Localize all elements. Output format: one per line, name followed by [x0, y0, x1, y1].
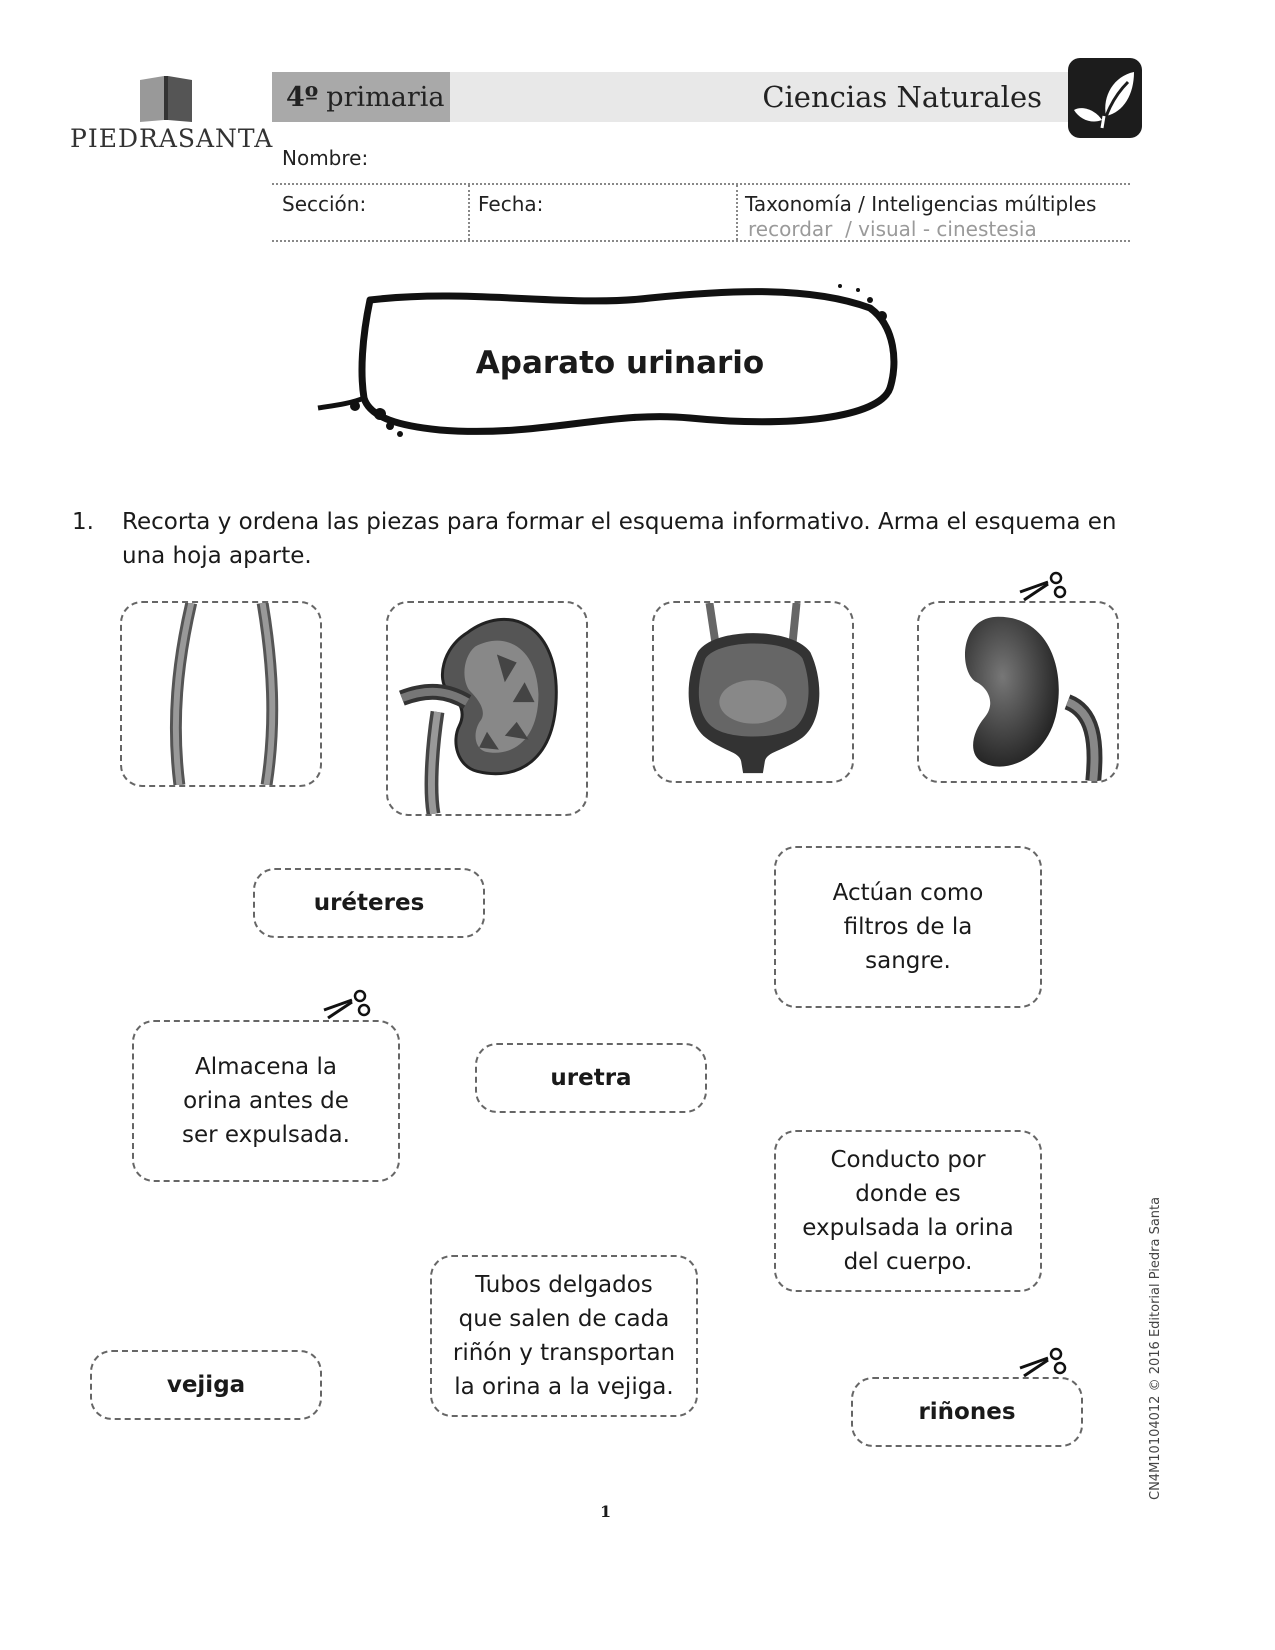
- card-vejiga[interactable]: vejiga: [90, 1350, 322, 1420]
- grade-label: primaria: [326, 81, 445, 113]
- card-vejiga-desc[interactable]: Almacena la orina antes de ser expulsada.: [132, 1020, 400, 1182]
- card-uretra[interactable]: uretra: [475, 1043, 707, 1113]
- divider-top: [272, 183, 1130, 185]
- card-kidney-section-image[interactable]: [386, 601, 588, 816]
- scissors-icon: [1018, 1346, 1068, 1378]
- card-ureteres-desc[interactable]: Tubos delgados que salen de cada riñón y transportan la orina a la vejiga.: [430, 1255, 698, 1417]
- card-ureteres[interactable]: uréteres: [253, 868, 485, 938]
- divider-bottom: [272, 240, 1130, 242]
- subject-bar: [450, 72, 1070, 122]
- exercise-text: Recorta y ordena las piezas para formar el esquema informativo. Arma el esquema en una hoja aparte.: [122, 509, 1117, 569]
- taxonomia-label: Taxonomía / Inteligencias múltiples: [745, 192, 1097, 216]
- logo-text: PIEDRASANTA: [70, 124, 274, 153]
- subject-title: Ciencias Naturales: [762, 80, 1042, 114]
- scissors-icon: [322, 988, 372, 1020]
- copyright-vertical: CN4M10104012 © 2016 Editorial Piedra Santa: [1148, 1196, 1163, 1500]
- grade-box: [272, 72, 450, 122]
- subject-badge: [1068, 58, 1142, 138]
- card-rinones-desc[interactable]: Actúan como filtros de la sangre.: [774, 846, 1042, 1008]
- card-uretra-desc[interactable]: Conducto por donde es expulsada la orina del cuerpo.: [774, 1130, 1042, 1292]
- ureters-illustration: [122, 602, 320, 786]
- grade-number: 4º: [286, 81, 319, 113]
- kidney-cross-section-illustration: [388, 602, 586, 815]
- logo: [70, 70, 274, 160]
- kidney-illustration: [919, 602, 1117, 782]
- page-number: 1: [600, 1502, 612, 1521]
- taxonomia-values: recordar / visual - cinestesia: [748, 217, 1037, 241]
- card-bladder-image[interactable]: [652, 601, 854, 783]
- scissors-icon: [1018, 570, 1068, 602]
- leaf-icon: [1068, 58, 1142, 138]
- divider-v1: [468, 185, 470, 240]
- exercise-number: 1.: [72, 509, 94, 535]
- divider-v2: [736, 185, 738, 240]
- card-kidney-image[interactable]: [917, 601, 1119, 783]
- page-title: Aparato urinario: [475, 345, 765, 381]
- bladder-illustration: [654, 602, 852, 782]
- card-ureters-image[interactable]: [120, 601, 322, 787]
- seccion-label: Sección:: [282, 192, 367, 216]
- card-rinones[interactable]: riñones: [851, 1377, 1083, 1447]
- book-icon: [138, 74, 196, 124]
- nombre-label: Nombre:: [282, 146, 369, 170]
- fecha-label: Fecha:: [478, 192, 544, 216]
